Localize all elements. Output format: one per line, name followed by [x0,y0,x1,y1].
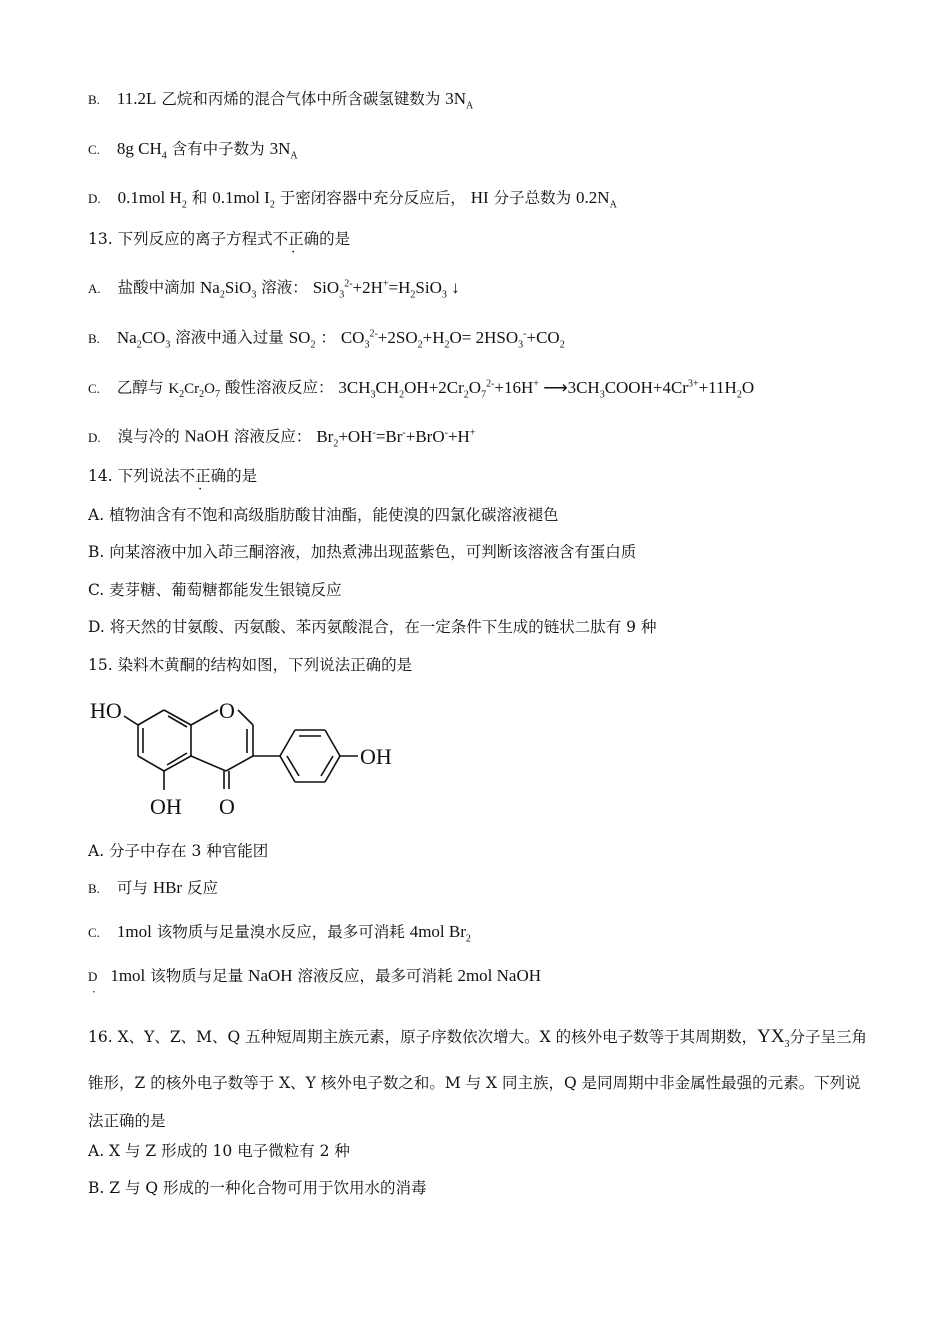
q14-option-b: B. 向某溶液中加入茚三酮溶液，加热煮沸出现蓝紫色，可判断该溶液含有蛋白质 [88,543,637,561]
q15-option-d: D · 1mol 该物质与足量 NaOH 溶液反应，最多可消耗 2mol NaOH [88,965,541,988]
q14-option-a: A. 植物油含有不饱和高级脂肪酸甘油酯，能使溴的四氯化碳溶液褪色 [88,506,559,524]
q15-option-a: A. 分子中存在 3 种官能团 [88,842,269,860]
q13-stem: 13. 下列反应的离子方程式不正确的是 [88,230,351,248]
q13-option-b: B. $Na_2CO_3$ 溶液中通入过量 $SO_2$ ： $CO_3^{2-}+2SO_2+H_2O= 2HSO_3^-+CO_2$ [88,327,565,351]
oh-label-right: OH [360,744,392,769]
ring-oxygen-label: O [219,698,235,723]
q12-option-c: C. 8g $CH_4$ 含有中子数为 $3N_A$ [88,139,298,162]
molecule-bonds [124,710,358,790]
q13-option-c: C. 乙醇与 $K_2Cr_2O_7$ 酸性溶液反应： $3CH_3CH_2OH+2Cr_2O_7^{2-}+16H^+$ $⟶3CH_3COOH+4Cr^{3+}+11H_2O$ [88,377,755,401]
q14-option-c: C. 麦芽糖、葡萄糖都能发生银镜反应 [88,581,342,599]
q12-option-b: B. 11.2L 乙烷和丙烯的混合气体中所含碳氢键数为 $3N_A$ [88,89,474,112]
q16-option-a: A. X 与 Z 形成的 10 电子微粒有 2 种 [88,1142,350,1160]
q12-option-d: D. 0.1mol $H_2$ 和 0.1mol $I_2$ 于密闭容器中充分反应后， HI 分子总数为 $0.2N_A$ [88,188,617,211]
ketone-oxygen-label: O [219,794,235,819]
emphasis-text: 不正确 [179,467,227,485]
q16-stem: 16. X、Y、Z、M、Q 五种短周期主族元素，原子序数依次增大。X 的核外电子数等于其周期数，$YX_3$分子呈三角锥形，Z 的核外电子数等于 X、Y 核外电子数之和。M 与 X 同主族，Q 是同周期中非金属性最强的元素。下列说法正确的是 [88,1026,868,1130]
q14-stem: 14. 下列说法不正确的是 [88,467,258,485]
genistein-structure [88,690,418,825]
oh-label-bottom: OH [150,794,182,819]
q15-stem: 15. 染料木黄酮的结构如图，下列说法正确的是 [88,656,413,674]
q13-option-a: A. 盐酸中滴加 $Na_2SiO_3$ 溶液： $SiO_3^{2-}+2H^+=H_2SiO_3$ ↓ [88,277,460,301]
q13-option-d: D. 溴与冷的 NaOH 溶液反应： $Br_2+OH^-=Br^-+BrO^-+H^+$ [88,426,476,450]
q16-option-b: B. Z 与 Q 形成的一种化合物可用于饮用水的消毒 [88,1179,427,1197]
ho-label-left: HO [90,698,122,723]
emphasis-text: 不正确 [272,230,320,248]
q15-option-c: C. 1mol 该物质与足量溴水反应，最多可消耗 4mol $Br_2$ [88,922,471,945]
q15-option-b: B. 可与 HBr 反应 [88,878,219,897]
q14-option-d: D. 将天然的甘氨酸、丙氨酸、苯丙氨酸混合，在一定条件下生成的链状二肽有 9 种 [88,618,657,636]
